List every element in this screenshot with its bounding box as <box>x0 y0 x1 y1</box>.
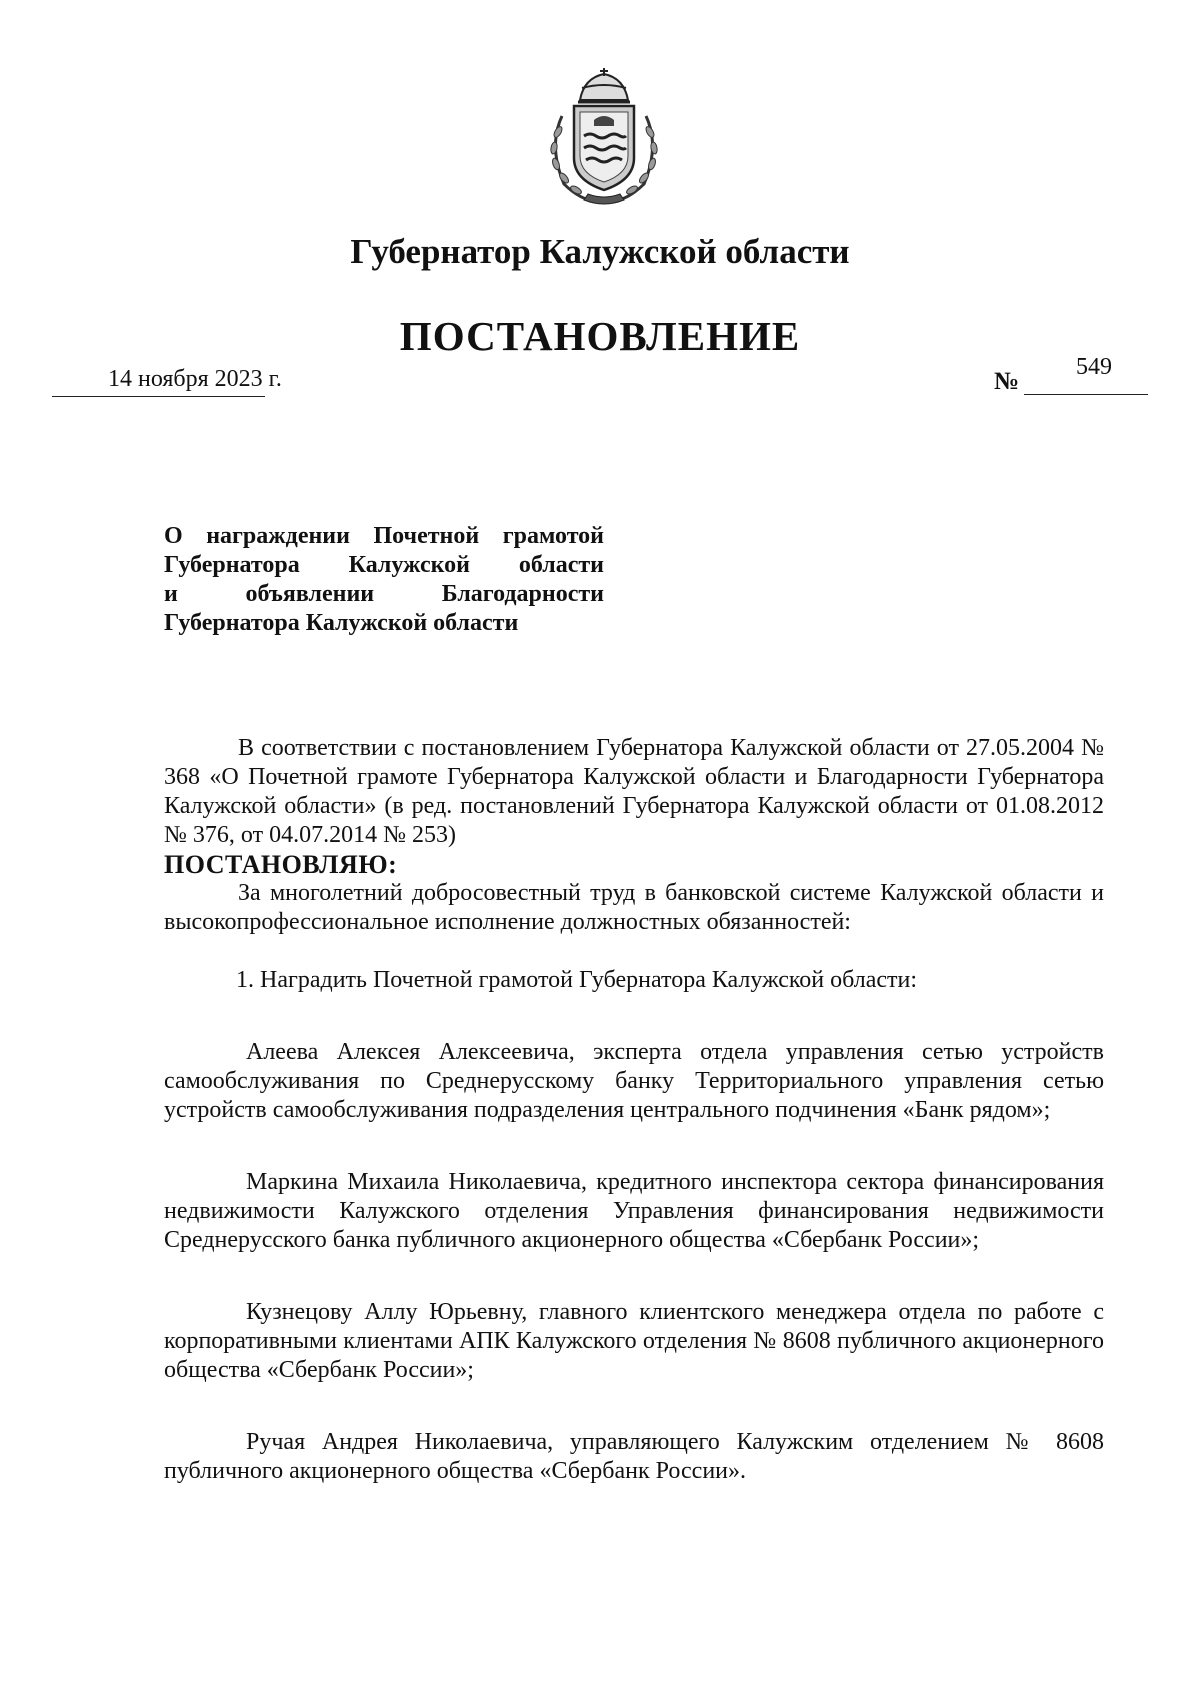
authority-heading: Губернатор Калужской области <box>350 232 850 271</box>
document-body <box>164 734 1104 1486</box>
awardee-paragraph: Кузнецову Аллу Юрьевну, главного клиентского менеджера отдела по работе с корпоративными клиентами АПК Калужского отделения № 8608 публичного акционерного общества «Сбербанк России»; <box>164 1299 1104 1383</box>
title-line: и объявлении Благодарности <box>164 581 604 607</box>
document-number: 549 <box>1076 354 1112 380</box>
preamble-paragraph: В соответствии с постановлением Губернатора Калужской области от 27.05.2004 № 368 «О Почетной грамоте Губернатора Калужской области и Благодарности Губернатора Калужской области» (в ред. постановлений Губернатора Калужской области от 01.08.2012 № 376, от 04.07.2014 № 253) <box>164 735 1104 848</box>
document-title <box>164 522 604 638</box>
awardee-paragraph: Ручая Андрея Николаевича, управляющего Калужским отделением № 8608 публичного акционерного общества «Сбербанк России». <box>164 1429 1104 1484</box>
reason-paragraph: За многолетний добросовестный труд в банковской системе Калужской области и высокопрофессиональное исполнение должностных обязанностей: <box>164 880 1104 935</box>
title-line: Губернатора Калужской области <box>164 552 604 578</box>
document-date: 14 ноября 2023 г. <box>108 366 282 392</box>
awardee-paragraph: Маркина Михаила Николаевича, кредитного инспектора сектора финансирования недвижимости Калужского отделения Управления финансирования недвижимости Среднерусского банка публичного акционерного общества «Сбербанк России»; <box>164 1169 1104 1253</box>
awardee-paragraph: Алеева Алексея Алексеевича, эксперта отдела управления сетью устройств самообслуживания по Среднерусскому банку Территориального управления сетью устройств самообслуживания подразделения центрального подчинения «Банк рядом»; <box>164 1039 1104 1123</box>
number-underline <box>1024 394 1148 395</box>
title-line: О награждении Почетной грамотой <box>164 523 604 549</box>
coat-of-arms-emblem <box>540 66 668 210</box>
award-item: 1. Наградить Почетной грамотой Губернатора Калужской области: <box>236 967 918 993</box>
title-line: Губернатора Калужской области <box>164 610 519 636</box>
document-type-heading: ПОСТАНОВЛЕНИЕ <box>399 313 801 359</box>
number-label: № <box>994 368 1020 395</box>
resolve-keyword: ПОСТАНОВЛЯЮ: <box>164 850 398 879</box>
